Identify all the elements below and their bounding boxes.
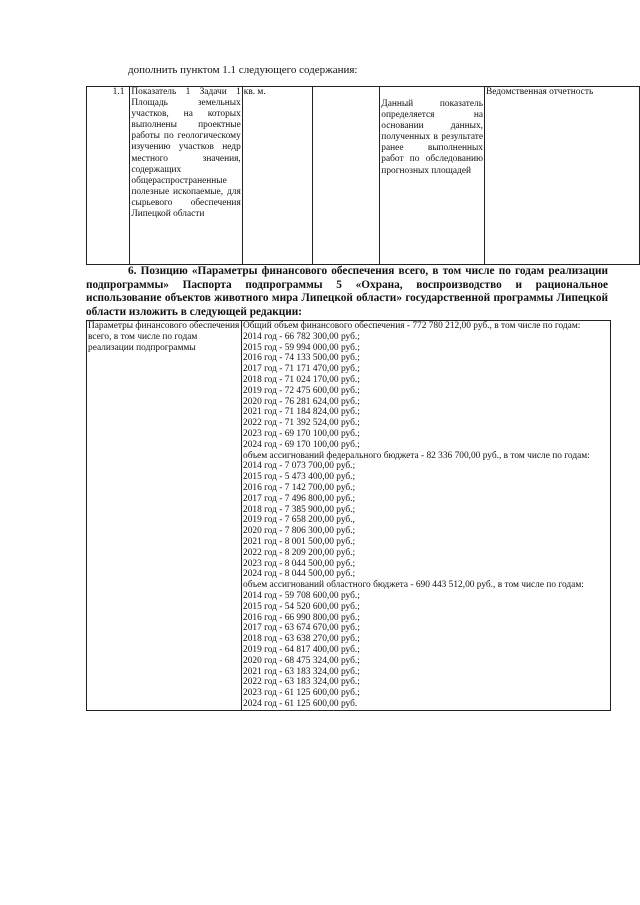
year-amount-line: 2023 год - 61 125 600,00 руб.; [243, 688, 360, 699]
paragraph-6-text: 6. Позицию «Параметры финансового обеспечения всего, в том числе по годам реализации подпрограммы» Паспорта подпрограммы 5 «Охрана, воспроизводство и рациональное использование объектов животного мира Липецкой области» государственной программы Липецкой области изложить в следующей редакции: [86, 265, 608, 318]
year-amount-line: 2020 год - 76 281 624,00 руб.; [243, 396, 360, 407]
total-years-list [243, 332, 609, 451]
indicator-name: Показатель 1 Задачи 1 Площадь земельных участков, на которых выполнены проектные работы по геологическому изучению участков недр местного значения, содержащих общераспространенные полезные ископаемые, для сырьевого обеспечения Липецкой области [130, 87, 242, 265]
row-number: 1.1 [87, 87, 130, 265]
year-amount-line: 2024 год - 8 044 500,00 руб.; [243, 569, 356, 580]
federal-header: объем ассигнований федерального бюджета - 82 336 700,00 руб., в том числе по годам: [243, 450, 590, 461]
calculation-method-text: Данный показатель определяется на основании данных, полученных в результате ранее выполненных работ по обследованию прогнозных площадей [381, 99, 483, 176]
intro-line: дополнить пунктом 1.1 следующего содержания: [128, 64, 358, 76]
year-amount-line: 2019 год - 64 817 400,00 руб.; [243, 644, 360, 655]
year-amount-line: 2016 год - 7 142 700,00 руб.; [243, 482, 356, 493]
year-amount-line: 2020 год - 7 806 300,00 руб.; [243, 526, 356, 537]
year-amount-line: 2015 год - 59 994 000,00 руб.; [243, 342, 360, 353]
year-amount-line: 2021 год - 8 001 500,00 руб.; [243, 536, 356, 547]
calculation-method [380, 87, 485, 265]
year-amount-line: 2014 год - 66 782 300,00 руб.; [243, 331, 360, 342]
year-amount-line: 2024 год - 69 170 100,00 руб.; [243, 439, 360, 450]
financing-details [242, 321, 611, 711]
year-amount-line: 2023 год - 69 170 100,00 руб.; [243, 428, 360, 439]
table-row [87, 87, 640, 265]
year-amount-line: 2021 год - 71 184 824,00 руб.; [243, 407, 360, 418]
regional-header: объем ассигнований областного бюджета - 690 443 512,00 руб., в том числе по годам: [243, 580, 584, 591]
year-amount-line: 2017 год - 63 674 670,00 руб.; [243, 623, 360, 634]
financing-label: Параметры финансового обеспечения всего, в том числе по годам реализации подпрограммы [87, 321, 242, 711]
year-amount-line: 2021 год - 63 183 324,00 руб.; [243, 666, 360, 677]
year-amount-line: 2015 год - 5 473 400,00 руб.; [243, 472, 356, 483]
year-amount-line: 2017 год - 7 496 800,00 руб.; [243, 493, 356, 504]
year-amount-line: 2016 год - 66 990 800,00 руб.; [243, 612, 360, 623]
year-amount-line: 2015 год - 54 520 600,00 руб.; [243, 601, 360, 612]
year-amount-line: 2022 год - 71 392 524,00 руб.; [243, 418, 360, 429]
total-header: Общий объем финансового обеспечения - 772 780 212,00 руб., в том числе по годам: [243, 321, 581, 331]
year-amount-line: 2014 год - 7 073 700,00 руб.; [243, 461, 356, 472]
regional-years-list [243, 591, 609, 710]
data-source: Ведомственная отчетность [485, 87, 640, 265]
year-amount-line: 2019 год - 72 475 600,00 руб.; [243, 385, 360, 396]
paragraph-6 [86, 265, 608, 319]
federal-years-list [243, 461, 609, 580]
year-amount-line: 2018 год - 7 385 900,00 руб.; [243, 504, 356, 515]
financing-table [86, 320, 611, 711]
year-amount-line: 2022 год - 63 183 324,00 руб.; [243, 677, 360, 688]
year-amount-line: 2018 год - 63 638 270,00 руб.; [243, 634, 360, 645]
table-row [87, 321, 611, 711]
empty-cell [313, 87, 380, 265]
year-amount-line: 2022 год - 8 209 200,00 руб.; [243, 547, 356, 558]
indicator-table [86, 86, 640, 265]
year-amount-line: 2023 год - 8 044 500,00 руб.; [243, 558, 356, 569]
year-amount-line: 2024 год - 61 125 600,00 руб. [243, 698, 358, 709]
year-amount-line: 2016 год - 74 133 500,00 руб.; [243, 353, 360, 364]
year-amount-line: 2017 год - 71 171 470,00 руб.; [243, 364, 360, 375]
year-amount-line: 2019 год - 7 658 200,00 руб., [243, 515, 355, 526]
year-amount-line: 2020 год - 68 475 324,00 руб.; [243, 655, 360, 666]
year-amount-line: 2018 год - 71 024 170,00 руб.; [243, 374, 360, 385]
year-amount-line: 2014 год - 59 708 600,00 руб.; [243, 590, 360, 601]
unit-of-measure: кв. м. [242, 87, 313, 265]
